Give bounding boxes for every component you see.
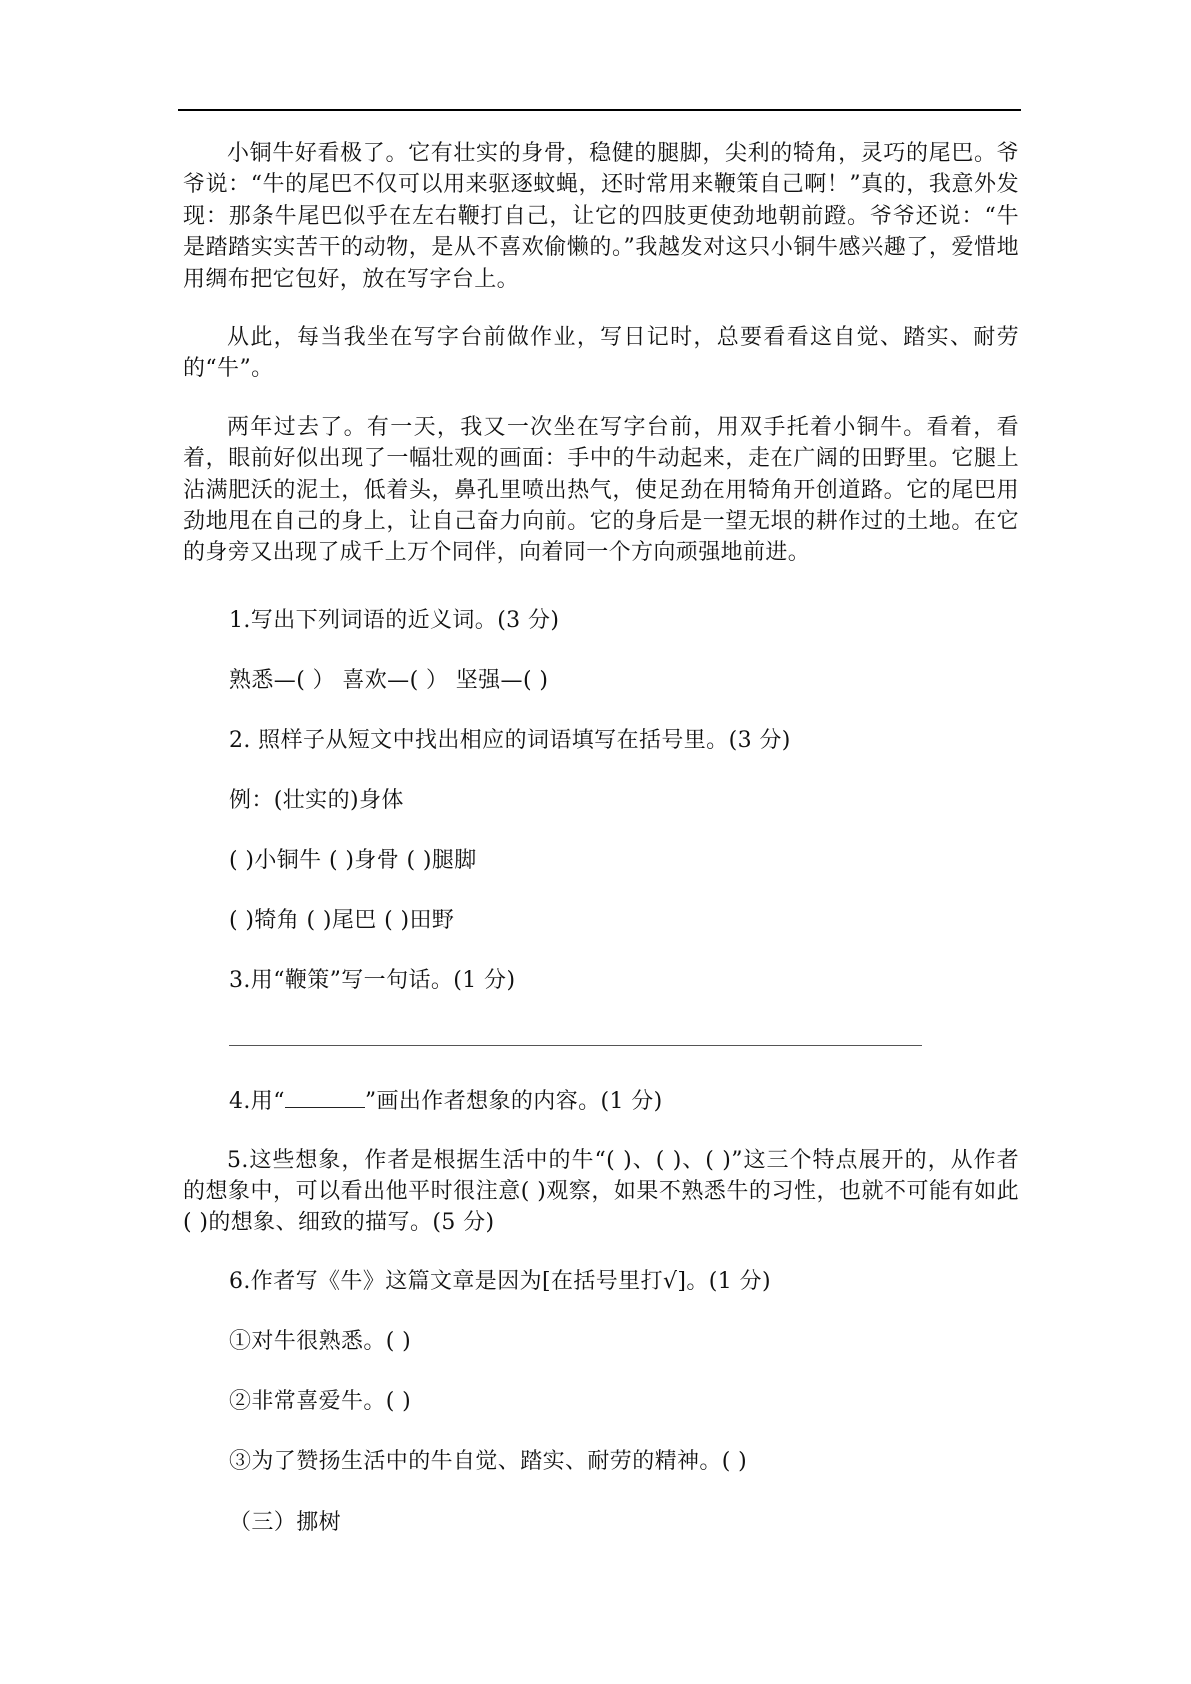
- section-heading: （三）挪树: [229, 1510, 342, 1535]
- question-6-option-3: ③为了赞扬生活中的牛自觉、踏实、耐劳的精神。( ): [229, 1449, 748, 1474]
- reading-passage: [183, 138, 1019, 569]
- question-5-text: 5.这些想象，作者是根据生活中的牛“( )、( )、( )”这三个特点展开的，从作者的想象中，可以看出他平时很注意( )观察，如果不熟悉牛的习性，也就不可能有如此( )的想象、细致的描写。(5 分): [183, 1148, 1019, 1235]
- header-rule: [178, 109, 1021, 111]
- passage-paragraph-1: 小铜牛好看极了。它有壮实的身骨，稳健的腿脚，尖利的犄角，灵巧的尾巴。爷爷说：“牛的尾巴不仅可以用来驱逐蚊蝇，还时常用来鞭策自己啊！”真的，我意外发现：那条牛尾巴似乎在左右鞭打自己，让它的四肢更使劲地朝前蹬。爷爷还说：“牛是踏踏实实苦干的动物，是从不喜欢偷懒的。”我越发对这只小铜牛感兴趣了，爱惜地用绸布把它包好，放在写字台上。: [183, 141, 1019, 292]
- question-6-option-2: ②非常喜爱牛。( ): [229, 1389, 412, 1414]
- question-6-option-1: ①对牛很熟悉。( ): [229, 1329, 412, 1354]
- question-2-row-2: ( )犄角 ( )尾巴 ( )田野: [229, 908, 455, 933]
- question-2-title: 2. 照样子从短文中找出相应的词语填写在括号里。(3 分): [229, 728, 791, 753]
- question-6-title: 6.作者写《牛》这篇文章是因为[在括号里打√]。(1 分): [229, 1269, 771, 1294]
- question-4-prefix: 4.用“: [229, 1089, 285, 1114]
- question-2-row-1: ( )小铜牛 ( )身骨 ( )腿脚: [229, 848, 477, 873]
- question-4-title: [183, 1086, 1021, 1117]
- question-3-answer-line: [229, 1045, 922, 1046]
- question-4-suffix: ”画出作者想象的内容。(1 分): [364, 1089, 663, 1114]
- question-2-example: 例：(壮实的)身体: [229, 788, 404, 813]
- passage-paragraph-3: 两年过去了。有一天，我又一次坐在写字台前，用双手托着小铜牛。看着，看着，眼前好似出现了一幅壮观的画面：手中的牛动起来，走在广阔的田野里。它腿上沾满肥沃的泥土，低着头，鼻孔里喷出热气，使足劲在用犄角开创道路。它的尾巴用劲地甩在自己的身上，让自己奋力向前。它的身后是一望无垠的耕作过的土地。在它的身旁又出现了成千上万个同伴，向着同一个方向顽强地前进。: [183, 414, 1019, 566]
- underline-sample: [285, 1089, 365, 1108]
- passage-paragraph-2: 从此，每当我坐在写字台前做作业，写日记时，总要看看这自觉、踏实、耐劳的“牛”。: [183, 325, 1019, 382]
- question-3-title: 3.用“鞭策”写一句话。(1 分): [229, 968, 516, 993]
- question-1-blanks: 熟悉—( ） 喜欢—( ） 坚强—( ): [229, 668, 549, 693]
- question-1-title: 1.写出下列词语的近义词。(3 分): [229, 608, 560, 633]
